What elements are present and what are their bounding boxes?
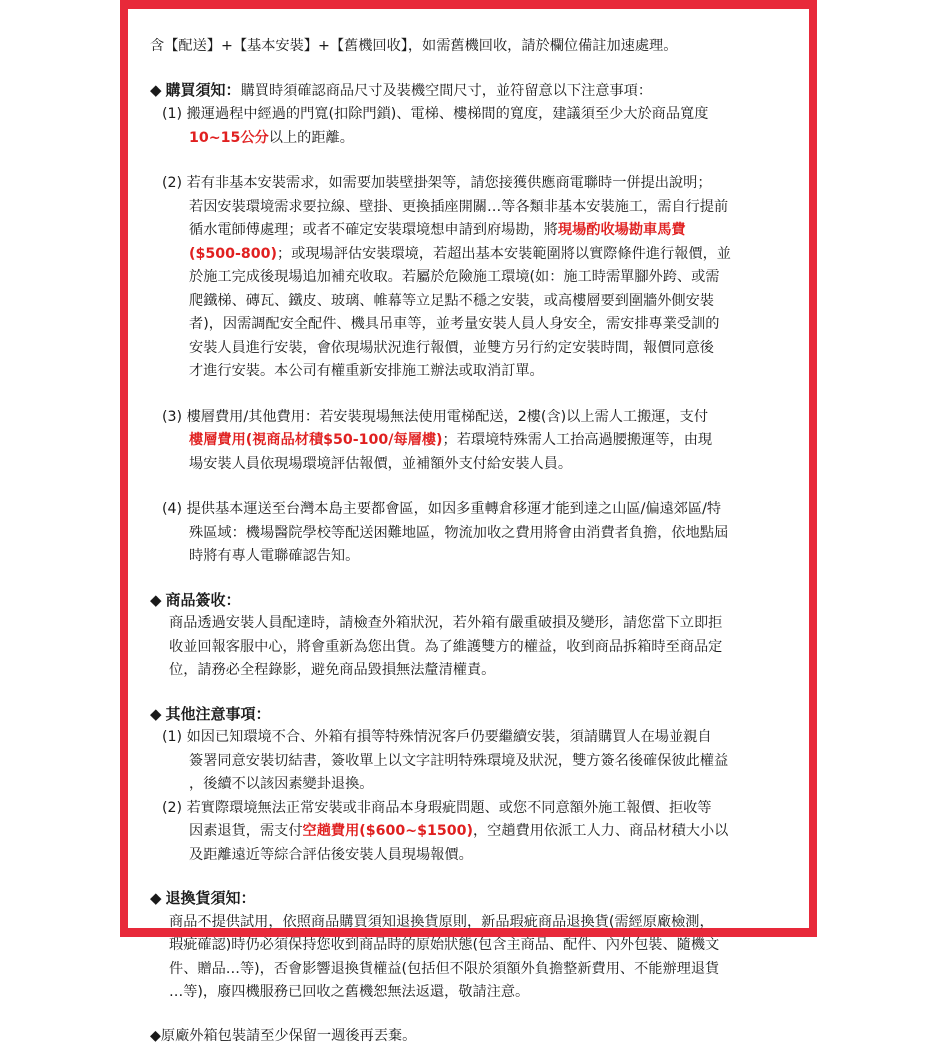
returns-line-1: 商品不提供試用，依照商品購買須知退換貨原則，新品瑕疵商品退換貨(需經原廠檢測， (150, 911, 787, 935)
receipt-section (150, 589, 787, 683)
purchase-item-2-line-6: 爬鐵梯、磚瓦、鐵皮、玻璃、帷幕等立足點不穩之安裝，或高樓層要到圍牆外側安裝 (150, 290, 787, 314)
receipt-line-3: 位，請務必全程錄影，避免商品毀損無法釐清權責。 (150, 659, 787, 683)
other-item-1-line-2: 簽署同意安裝切結書，簽收單上以文字註明特殊環境及狀況，雙方簽名後確保彼此權益 (150, 750, 787, 774)
returns-line-4: …等)，廢四機服務已回收之舊機恕無法返還，敬請注意。 (150, 981, 787, 1005)
other-item-1-line-1: (1) 如因已知環境不合、外箱有損等特殊情況客戶仍要繼續安裝，須請購買人在場並親自 (150, 726, 787, 750)
notice-card (128, 9, 809, 928)
receipt-heading (150, 589, 787, 613)
intro-text: 含【配送】+【基本安裝】+【舊機回收】，如需舊機回收，請於欄位備註加速處理。 (150, 35, 787, 59)
site-survey-fee-amount: ($500-800) (189, 246, 277, 262)
footer-note: ◆原廠外箱包裝請至少保留一週後再丟棄。 (150, 1025, 787, 1048)
returns-heading (150, 887, 787, 911)
purchase-item-2-line-9: 才進行安裝。本公司有權重新安排施工辦法或取消訂單。 (150, 360, 787, 384)
purchase-item-2 (150, 172, 787, 384)
purchase-lead: 購買時須確認商品尺寸及裝機空間尺寸，並符留意以下注意事項： (241, 83, 652, 99)
purchase-item-4 (150, 498, 787, 569)
diamond-bullet-icon: ◆ (150, 705, 162, 723)
floor-fee-highlight: 樓層費用(視商品材積$50-100/每層樓) (189, 432, 443, 448)
other-item-1-line-3: ，後續不以該因素變卦退換。 (150, 773, 787, 797)
purchase-item-2-line-8: 安裝人員進行安裝，會依現場狀況進行報價，並雙方另行約定安裝時間，報價同意後 (150, 337, 787, 361)
site-survey-fee-highlight: 現場酌收場勘車馬費 (558, 222, 686, 238)
receipt-line-1: 商品透過安裝人員配達時，請檢查外箱狀況，若外箱有嚴重破損及變形，請您當下立即拒 (150, 612, 787, 636)
returns-title: 退換貨須知： (166, 889, 256, 907)
receipt-title: 商品簽收： (166, 591, 241, 609)
purchase-item-3-line-1: (3) 樓層費用/其他費用：若安裝現場無法使用電梯配送，2樓(含)以上需人工搬運，支付 (150, 406, 787, 430)
purchase-heading (150, 79, 787, 104)
other-item-2-line-1: (2) 若實際環境無法正常安裝或非商品本身瑕疵問題、或您不同意額外施工報價、拒收等 (150, 797, 787, 821)
diamond-bullet-icon: ◆ (150, 889, 162, 907)
purchase-item-4-line-2: 殊區域：機場醫院學校等配送困難地區，物流加收之費用將會由消費者負擔，依地點屆 (150, 522, 787, 546)
purchase-item-3 (150, 406, 787, 477)
purchase-item-1-line-1: (1) 搬運過程中經過的門寬(扣除門鎖)、電梯、樓梯間的寬度，建議須至少大於商品寬度 (150, 103, 787, 127)
purchase-item-3-line-2: ；若環境特殊需人工抬高過腰搬運等，由現 (443, 432, 713, 448)
purchase-item-2-line-2: 若因安裝環境需求要拉線、壁掛、更換插座開關…等各類非基本安裝施工，需自行提前 (150, 196, 787, 220)
other-item-2-line-3: 及距離遠近等綜合評估後安裝人員現場報價。 (150, 844, 787, 868)
purchase-title: 購買須知： (166, 81, 241, 99)
returns-line-3: 件、贈品…等)，否會影響退換貨權益(包括但不限於須額外負擔整新費用、不能辦理退貨 (150, 958, 787, 982)
other-item-2-line-2: 因素退貨，需支付 (189, 823, 303, 839)
other-section (150, 703, 787, 868)
returns-line-2: 瑕疵確認)時仍必須保持您收到商品時的原始狀態(包含主商品、配件、內外包裝、隨機文 (150, 934, 787, 958)
diamond-bullet-icon: ◆ (150, 81, 162, 99)
other-title: 其他注意事項： (166, 705, 271, 723)
receipt-line-2: 收並回報客服中心，將會重新為您出貨。為了維護雙方的權益，收到商品拆箱時至商品定 (150, 636, 787, 660)
purchase-item-3-line-3: 場安裝人員依現場環境評估報價，並補額外支付給安裝人員。 (150, 453, 787, 477)
other-item-2-line-2-after: ，空趟費用依派工人力、商品材積大小以 (473, 823, 728, 839)
purchase-item-1 (150, 103, 787, 150)
purchase-item-4-line-3: 時將有專人電聯確認告知。 (150, 545, 787, 569)
returns-section (150, 887, 787, 1005)
other-heading (150, 703, 787, 727)
empty-trip-fee-highlight: 空趟費用($600~$1500) (303, 823, 473, 839)
width-clearance-highlight: 10~15公分 (189, 130, 269, 146)
purchase-item-1-line-2: 以上的距離。 (269, 130, 354, 146)
purchase-item-2-line-3: 循水電師傅處理；或者不確定安裝環境想申請到府場勘，將 (189, 222, 558, 238)
purchase-section (150, 79, 787, 569)
purchase-item-2-line-5: 於施工完成後現場追加補充收取。若屬於危險施工環境(如：施工時需單腳外跨、或需 (150, 266, 787, 290)
diamond-bullet-icon: ◆ (150, 591, 162, 609)
purchase-item-2-line-4: ；或現場評估安裝環境，若超出基本安裝範圍將以實際條件進行報價，並 (277, 246, 731, 262)
purchase-item-2-line-7: 者)，因需調配安全配件、機具吊車等，並考量安裝人員人身安全，需安排專業受訓的 (150, 313, 787, 337)
purchase-item-4-line-1: (4) 提供基本運送至台灣本島主要都會區，如因多重轉倉移運才能到達之山區/偏遠郊區/特 (150, 498, 787, 522)
purchase-item-2-line-1: (2) 若有非基本安裝需求，如需要加裝壁掛架等，請您接獲供應商電聯時一併提出說明； (150, 172, 787, 196)
